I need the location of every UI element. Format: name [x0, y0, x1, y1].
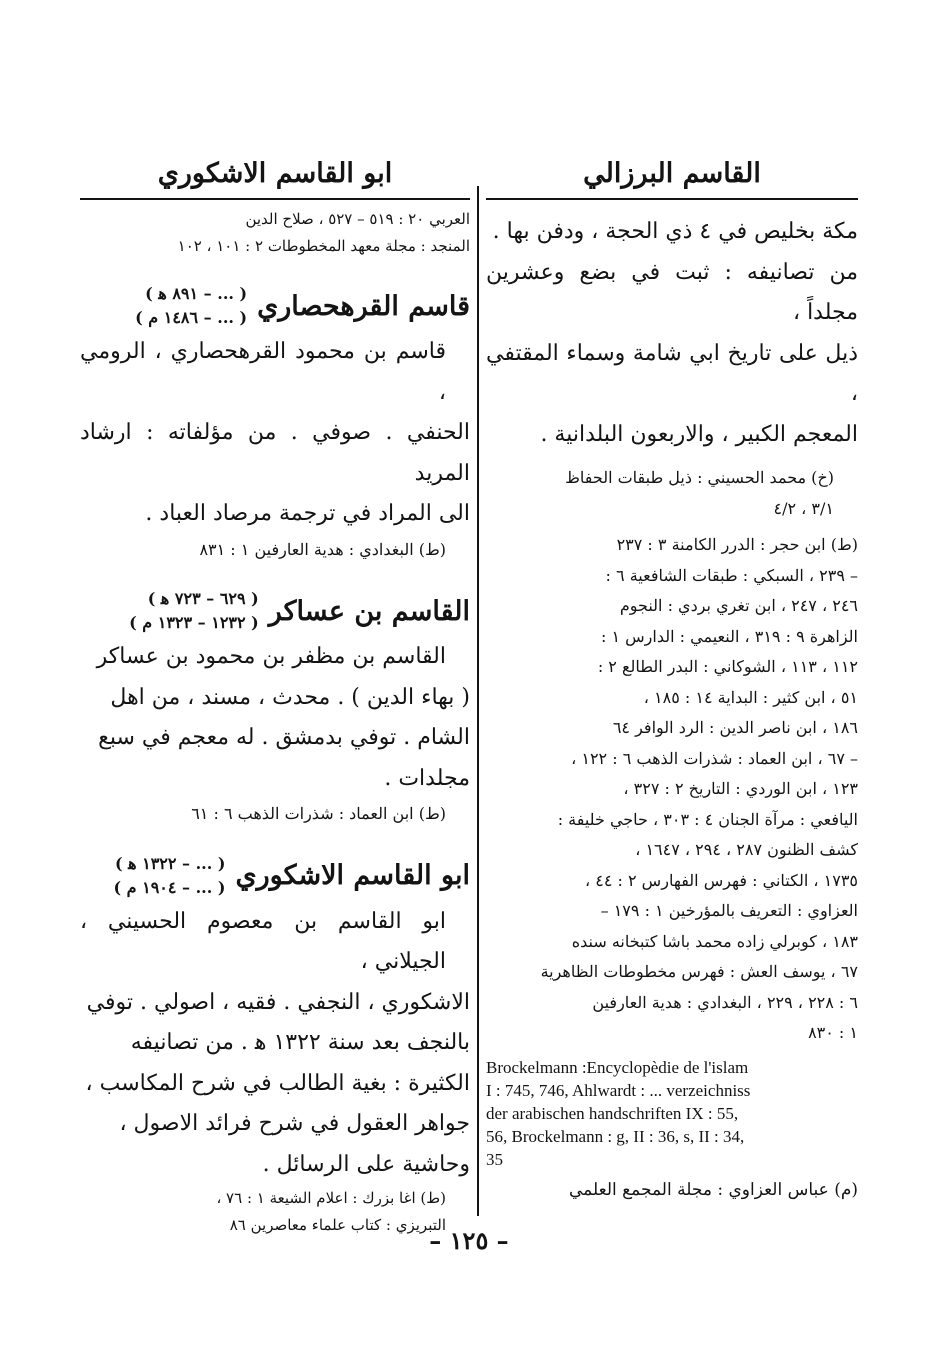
reference-line: (خ) محمد الحسيني : ذيل طبقات الحفاظ	[565, 468, 834, 487]
body-line: قاسم بن محمود القرهحصاري ، الرومي ،	[80, 339, 446, 405]
reference-line: العزاوي : التعريف بالمؤرخين ١ : ١٧٩ –	[600, 901, 858, 920]
right-column-header: القاسم البرزالي	[583, 158, 761, 189]
body-line: من تصانيفه : ثبت في بضع وعشرين مجلداً ،	[486, 259, 858, 325]
continued-references	[80, 206, 470, 260]
reference-line: ٣/١ ، ٤/٢	[773, 498, 834, 518]
dates-gregorian: ( ١٢٣٢ – ١٣٢٣ م )	[129, 613, 259, 632]
body-line: ذيل على تاريخ ابي شامة وسماء المقتفي ،	[486, 340, 858, 406]
body-line: الحنفي . صوفي . من مؤلفاته : ارشاد المريد	[80, 420, 470, 486]
header-rule-left	[80, 198, 470, 200]
header-rule-right	[486, 198, 858, 200]
entry-name: قاسم القرهحصاري	[257, 290, 470, 322]
entry-name: القاسم بن عساكر	[268, 595, 470, 627]
reference-line: اليافعي : مرآة الجنان ٤ : ٣٠٣ ، حاجي خليفة :	[557, 809, 858, 829]
reference-line: (ط) ابن حجر : الدرر الكامنة ٣ : ٢٣٧	[616, 535, 858, 554]
reference-line: ١ : ٨٣٠	[808, 1023, 858, 1042]
latin-line: 35	[486, 1150, 503, 1169]
body-line: وحاشية على الرسائل .	[262, 1151, 470, 1177]
entry-body	[80, 332, 470, 535]
body-line: مجلدات .	[384, 765, 470, 791]
manuscript-references	[486, 463, 858, 524]
reference-line: ١١٢ ، ١١٣ ، الشوكاني : البدر الطالع ٢ :	[597, 657, 858, 676]
dates-gregorian: ( ... – ١٩٠٤ م )	[113, 877, 226, 897]
reference-line: ٦ : ٢٢٨ ، ٢٢٩ ، البغدادي : هدية العارفين	[592, 992, 858, 1012]
body-line: جواهر العقول في شرح فرائد الاصول ،	[119, 1111, 470, 1136]
right-body-text	[486, 212, 858, 455]
entry-dates	[113, 852, 225, 900]
reference-line: ١٢٣ ، ابن الوردي : التاريخ ٢ : ٣٢٧ ،	[623, 779, 858, 798]
printed-references	[486, 530, 858, 1049]
reference-line: الزاهرة ٩ : ٣١٩ ، النعيمي : الدارس ١ :	[600, 626, 858, 646]
reference-line: – ٦٧ ، ابن العماد : شذرات الذهب ٦ : ١٢٢ ،	[571, 748, 858, 768]
body-line: ( بهاء الدين ) . محدث ، مسند ، من اهل	[110, 684, 470, 710]
reference-line: ١٧٣٥ ، الكتاني : فهرس الفهارس ٢ : ٤٤ ،	[585, 870, 858, 890]
entry-reference: (ط) البغدادي : هدية العارفين ١ : ٨٣١	[199, 539, 446, 559]
body-line: المعجم الكبير ، والاربعون البلدانية .	[540, 421, 858, 447]
dates-hijri: ( ... – ١٣٢٢ ﻫ )	[114, 853, 226, 873]
body-line: الشام . توفي بدمشق . له معجم في سبع	[98, 725, 470, 750]
dates-hijri: ( ٦٢٩ – ٧٢٣ ﻫ )	[147, 589, 259, 608]
entry-body	[80, 637, 470, 799]
entry-reference: (ط) ابن العماد : شذرات الذهب ٦ : ٦١	[191, 804, 446, 823]
latin-line: 56, Brockelmann : g, II : 36, s, II : 34,	[486, 1127, 745, 1146]
right-column	[486, 212, 858, 1049]
body-line: الكثيرة : بغية الطالب في شرح المكاسب ،	[85, 1070, 470, 1096]
reference-line: (ط) اغا بزرك : اعلام الشيعة ١ : ٧٦ ،	[216, 1189, 446, 1207]
dates-hijri: ( ... – ٨٩١ ﻫ )	[145, 284, 248, 303]
reference-line: ٥١ ، ابن كثير : البداية ١٤ : ١٨٥ ،	[643, 687, 858, 707]
body-line: القاسم بن مظفر بن محمود بن عساكر	[96, 644, 446, 669]
reference-line: – ٢٣٩ ، السبكي : طبقات الشافعية ٦ :	[605, 565, 858, 585]
reference-line: التبريزي : كتاب علماء معاصرين ٨٦	[229, 1216, 446, 1234]
reference-line: المنجد : مجلة معهد المخطوطات ٢ : ١٠١ ، ١٠٢	[177, 237, 470, 255]
latin-line: Brockelmann :Encyclopèdie de l'islam	[486, 1058, 749, 1077]
entry-heading	[80, 282, 470, 330]
entry-heading	[80, 587, 470, 635]
reference-line: كشف الظنون ٢٨٧ ، ٢٩٤ ، ١٦٤٧ ،	[635, 840, 858, 859]
reference-line: ٦٧ ، يوسف العش : فهرس مخطوطات الظاهرية	[540, 962, 858, 981]
reference-line: ١٨٦ ، ابن ناصر الدين : الرد الوافر ٦٤	[612, 718, 858, 737]
reference-line: ٢٤٦ ، ٢٤٧ ، ابن تغري بردي : النجوم	[619, 596, 858, 615]
left-column	[80, 206, 470, 1239]
reference-line: ١٨٣ ، كوبرلي زاده محمد باشا كتبخانه سنده	[571, 931, 858, 951]
page-number: – ١٢٥ –	[429, 1226, 509, 1255]
column-divider	[477, 186, 479, 1216]
entry-body	[80, 902, 470, 1186]
entry-dates	[135, 282, 247, 330]
body-line: ابو القاسم بن معصوم الحسيني ، الجيلاني ،	[80, 908, 446, 974]
entry-heading	[80, 852, 470, 900]
latin-line: der arabischen handschriften IX : 55,	[486, 1104, 739, 1123]
body-line: الى المراد في ترجمة مرصاد العباد .	[145, 501, 470, 526]
latin-line: I : 745, 746, Ahlwardt : ... verzeichniss	[486, 1081, 751, 1100]
left-column-header: ابو القاسم الاشكوري	[157, 158, 393, 189]
entry-name: ابو القاسم الاشكوري	[235, 860, 470, 891]
latin-references	[486, 1056, 858, 1171]
body-line: بالنجف بعد سنة ١٣٢٢ ﻫ . من تصانيفه	[130, 1030, 470, 1055]
entry-dates	[129, 587, 259, 635]
body-line: الاشكوري ، النجفي . فقيه ، اصولي . توفي	[86, 989, 470, 1015]
dates-gregorian: ( ... – ١٤٨٦ م )	[135, 308, 248, 327]
body-line: مكة بخليص في ٤ ذي الحجة ، ودفن بها .	[492, 219, 858, 244]
reference-line: العربي ٢٠ : ٥١٩ – ٥٢٧ ، صلاح الدين	[245, 210, 470, 228]
article-author: (م) عباس العزاوي : مجلة المجمع العلمي	[569, 1180, 858, 1200]
